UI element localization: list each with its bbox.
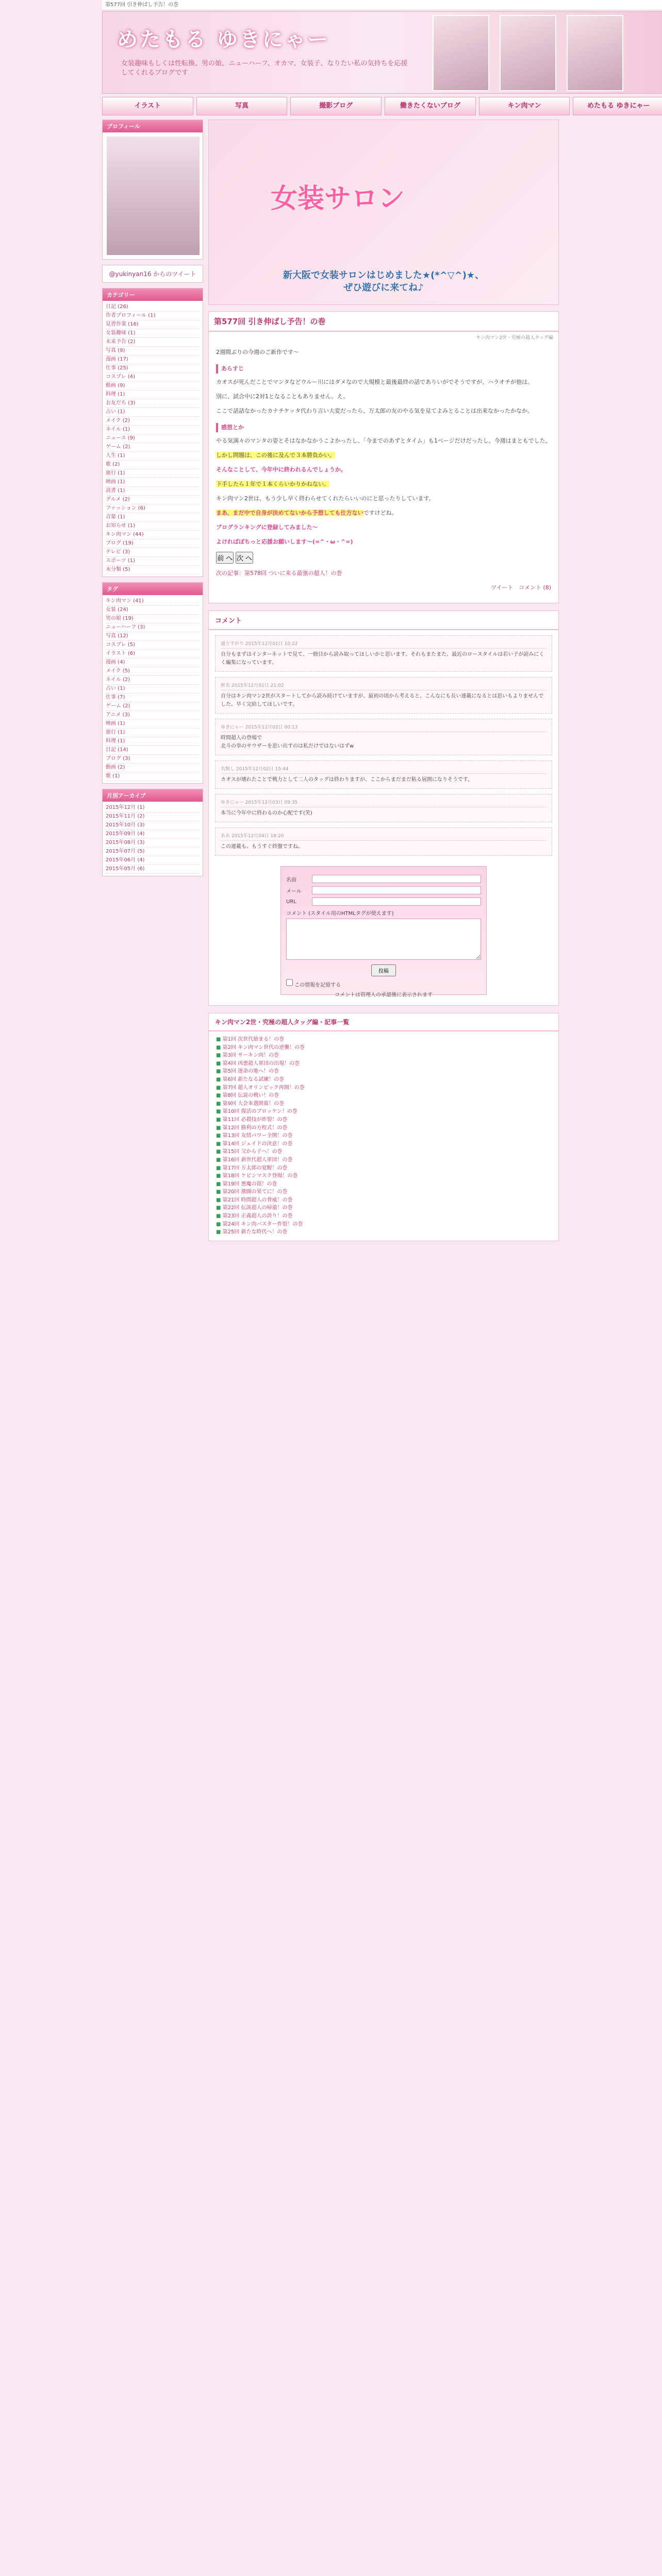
comment-body: 北斗の拳のサウザーを思い出すのは私だけではないはずw	[221, 743, 354, 749]
category-box	[102, 288, 203, 577]
archive-item[interactable]: 2015年09月 (4)	[106, 830, 200, 839]
name-label: 名前	[286, 877, 296, 883]
category-item[interactable]: 料理 (1)	[106, 391, 200, 399]
category-item[interactable]: お友だち (3)	[106, 399, 200, 408]
profile-heading: プロフィール	[103, 120, 203, 132]
form-note: コメントは管理人の承認後に表示されます	[335, 992, 433, 998]
article-link[interactable]: ■ 第13回 友情パワー全開！の巻	[216, 1132, 551, 1140]
article-link[interactable]: ■ 第23回 正義超人の誇り！の巻	[216, 1212, 551, 1221]
nav-photo[interactable]: 写真	[196, 97, 288, 115]
main-content	[208, 120, 559, 1241]
comment-header: 通りすがり 2015年12月01日 10:22	[221, 640, 547, 649]
remember-label: この情報を記憶する	[294, 982, 341, 988]
twitter-box	[102, 265, 203, 283]
tag-item[interactable]: ゲーム (2)	[106, 702, 200, 711]
category-item[interactable]: 歌 (2)	[106, 461, 200, 469]
entry-text: ですけどね。	[363, 510, 398, 516]
entry-paragraph: カオスが死んだことでマンタなどウルー川にはダメなので大規模と最後最終の話でありいがでそうですが、ハラオチが他は。	[216, 379, 534, 385]
article-link[interactable]: ■ 第4回 凶悪超人軍団の出現！の巻	[216, 1060, 551, 1068]
tag-item[interactable]: ニューハーフ (3)	[106, 623, 200, 632]
archive-item[interactable]: 2015年08月 (3)	[106, 839, 200, 848]
pink-text: そんなことして、今年中に終われるんでしょうか。	[216, 466, 346, 473]
tag-article-list	[208, 1013, 559, 1241]
category-item[interactable]: 作者プロフィール (1)	[106, 312, 200, 320]
form-row	[286, 875, 481, 883]
category-item[interactable]: 漫画 (17)	[106, 355, 200, 364]
comments-heading: コメント	[209, 611, 558, 630]
tag-item[interactable]: 料理 (1)	[106, 737, 200, 746]
blog-subtitle: 女装趣味もしくは性転換、男の娘、ニューハーフ、オカマ、女装子、なりたい私の気持ちを応援してくれるブログです	[121, 60, 408, 77]
category-heading: カテゴリー	[103, 289, 203, 301]
category-item[interactable]: 見習作業 (16)	[106, 320, 200, 329]
tag-item[interactable]: 男の娘 (19)	[106, 615, 200, 623]
tag-item[interactable]: 仕事 (7)	[106, 693, 200, 702]
comment-header: ああ 2015年12月04日 18:20	[221, 832, 547, 841]
archive-item[interactable]: 2015年06月 (4)	[106, 856, 200, 865]
tag-item[interactable]: 占い (1)	[106, 685, 200, 693]
entry-lead: 2週間ぶりの今週のご新作です～	[216, 349, 299, 355]
header-photo	[433, 15, 489, 91]
entry-title[interactable]: 第577回 引き伸ばし予告！の巻	[209, 312, 558, 332]
article-link[interactable]: ■ 第14回 ジェイドの決意！の巻	[216, 1140, 551, 1148]
remember-checkbox[interactable]	[286, 978, 293, 987]
category-item[interactable]: 仕事 (25)	[106, 364, 200, 373]
category-item[interactable]: 読書 (1)	[106, 487, 200, 496]
article-link[interactable]: ■ 第12回 勝利の方程式！の巻	[216, 1124, 551, 1132]
comment-form	[280, 866, 487, 998]
tag-item[interactable]: 女装 (24)	[106, 606, 200, 615]
tag-item[interactable]: コスプレ (5)	[106, 641, 200, 650]
comment-body: 自分はキン肉マン2世がスタートしてから読み続けていますが、最初の頃から考えると、こんなにも長い連載になるとは思いもよりませんでした。早く完結してほしいです。	[221, 693, 544, 707]
category-item[interactable]: 旅行 (1)	[106, 469, 200, 478]
entry-paragraph: やる気満々のマンタの姿とそはなかなかうこよかったし、「今までのあずとタイム」も1ページだけだったし、今週はまともでした。	[216, 437, 551, 444]
category-item[interactable]: ニュース (9)	[106, 434, 200, 443]
url-input[interactable]	[312, 897, 481, 906]
banner-title: 女装サロン	[271, 183, 405, 214]
article-link[interactable]: ■ 第11回 必殺技が炸裂！の巻	[216, 1116, 551, 1124]
tag-item[interactable]: アニメ (3)	[106, 711, 200, 720]
category-item[interactable]: 音楽 (1)	[106, 513, 200, 522]
comment-textarea[interactable]	[286, 919, 481, 960]
nav-illust[interactable]: イラスト	[102, 97, 193, 115]
comment-label: コメント (スタイル用のHTMLタグが使えます)	[286, 911, 394, 917]
archive-item[interactable]: 2015年07月 (5)	[106, 848, 200, 856]
nav-work-blog[interactable]: 働きたくないブログ	[385, 97, 476, 115]
comment-header: ゆきにゃー 2015年12月03日 09:35	[221, 799, 547, 807]
category-item[interactable]: お知らせ (1)	[106, 522, 200, 531]
name-input[interactable]	[312, 875, 481, 883]
left-sidebar	[102, 120, 203, 882]
ranking-text[interactable]: ブログランキングに登録してみました～	[216, 524, 318, 531]
archive-item[interactable]: 2015年12月 (1)	[106, 804, 200, 812]
profile-box	[102, 120, 203, 260]
banner-caption-line: 新大阪で女装サロンはじめました★(*^▽^)★、	[283, 270, 485, 281]
mail-label: メール	[286, 888, 302, 894]
form-row	[286, 886, 481, 894]
category-item[interactable]: 映画 (1)	[106, 478, 200, 487]
article-link[interactable]: ■ 第25回 新たな時代へ！の巻	[216, 1228, 551, 1236]
category-item[interactable]: スポーツ (1)	[106, 557, 200, 566]
article-link[interactable]: ■ 第20回 激闘の果てに！の巻	[216, 1188, 551, 1196]
banner-caption	[209, 269, 558, 294]
category-item[interactable]: 動画 (9)	[106, 382, 200, 391]
entry-paragraph: キン肉マン2世は、もう少し早く終わらせてくれたらいいのにと思ったりしています。	[216, 495, 435, 502]
prev-button[interactable]: 前 へ	[216, 552, 234, 564]
category-item[interactable]: 未来予告 (2)	[106, 338, 200, 347]
comment-header: 匿名 2015年12月01日 21:02	[221, 682, 547, 690]
comment	[215, 760, 552, 789]
highlight-text: しかし問題は、この後に及んで３本勝負かい。	[216, 452, 335, 459]
article-link[interactable]: ■ 第19回 悪魔の罠！の巻	[216, 1180, 551, 1189]
comment-header: 名無し 2015年12月02日 15:44	[221, 765, 547, 774]
salon-banner[interactable]	[208, 120, 559, 305]
comment-body: カオスが壊れたことで戦力として二人のタッグは終わりますが、ここからまだまだ粘る展開になりそうです。	[221, 777, 473, 783]
tweet-button[interactable]: ツイート	[490, 584, 514, 591]
comment	[215, 677, 552, 714]
header-photo	[567, 15, 623, 91]
submit-button[interactable]: 投稿	[371, 964, 396, 976]
article-link[interactable]: ■ 第3回 サーキン肉！の巻	[216, 1052, 551, 1060]
blog-header[interactable]	[102, 11, 662, 94]
tag-item[interactable]: メイク (5)	[106, 667, 200, 676]
section-heading: あらすじ	[216, 364, 551, 374]
article-link[interactable]: ■ 第10回 復活のブロッケン！の巻	[216, 1108, 551, 1116]
article-link[interactable]: ■ 第16回 新世代超人軍団！の巻	[216, 1156, 551, 1164]
tag-item[interactable]: 歌 (1)	[106, 772, 200, 781]
comment-body: この連載も、もうすぐ終盤ですね。	[221, 844, 303, 850]
category-item[interactable]: ゲーム (2)	[106, 443, 200, 452]
nav-kinnikuman[interactable]: キン肉マン	[479, 97, 570, 115]
article-link[interactable]: ■ 第8回 伝説の戦い！の巻	[216, 1092, 551, 1100]
tag-item[interactable]: 写真 (12)	[106, 632, 200, 641]
article-link[interactable]: ■ 第9回 大会本選開幕！の巻	[216, 1100, 551, 1108]
archive-heading: 月別アーカイブ	[103, 789, 203, 802]
category-list	[103, 301, 203, 577]
tag-item[interactable]: 漫画 (4)	[106, 658, 200, 667]
comment	[215, 635, 552, 672]
nav-shoot-blog[interactable]: 撮影ブログ	[290, 97, 382, 115]
article-link[interactable]: ■ 第1回 次世代始まる！の巻	[216, 1036, 551, 1044]
tag-item[interactable]: イラスト (6)	[106, 650, 200, 658]
article-link[interactable]: ■ 第22回 伝説超人の帰還！の巻	[216, 1204, 551, 1212]
category-item[interactable]: キン肉マン (44)	[106, 531, 200, 539]
comment-list	[209, 635, 558, 856]
article-link[interactable]: ■ 第18回 ケビンマスク登場！の巻	[216, 1172, 551, 1180]
category-item[interactable]: コスプレ (4)	[106, 373, 200, 382]
banner-caption-line: ぜひ遊びに来てね♪	[343, 282, 424, 293]
ranking-text[interactable]: よければぽちっと応援お願いします～(=^・ω・^=)	[216, 538, 353, 545]
category-item[interactable]: 人生 (1)	[106, 452, 200, 461]
top-bar: 第577回 引き伸ばし予告！の巻	[102, 0, 662, 10]
entry-body	[209, 343, 558, 603]
article-link[interactable]: ■ 第24回 キン肉バスター炸裂！の巻	[216, 1221, 551, 1229]
category-item[interactable]: 写真 (9)	[106, 347, 200, 355]
highlight-text: 下手したら１年で１本くらいかりかねない。	[216, 481, 329, 487]
next-entry-link[interactable]: 次の記事：第578回 ついに来る最強の超人！の巻	[216, 570, 342, 577]
blog-title[interactable]: めたもる ゆきにゃー	[117, 27, 330, 52]
profile-photo[interactable]	[107, 137, 200, 255]
tag-item[interactable]: 日記 (14)	[106, 746, 200, 755]
category-item[interactable]: 未分類 (5)	[106, 566, 200, 574]
category-item[interactable]: グルメ (2)	[106, 496, 200, 504]
article-link[interactable]: ■ 第21回 時間超人の脅威！の巻	[216, 1196, 551, 1205]
category-item[interactable]: メイク (2)	[106, 417, 200, 426]
blog-entry	[208, 311, 559, 603]
entry-paragraph: ここで話話なかったカナチケッタ代わり言い大変だったら、万太郎の友のやる気を見てよみとることは出来なかったかなか。	[216, 408, 534, 414]
header-photo	[500, 15, 556, 91]
comment	[215, 719, 552, 755]
category-item[interactable]: 女装趣味 (1)	[106, 329, 200, 338]
highlight-text: まあ、まだ中で自身が決めてないから予想しても仕方ない	[216, 510, 363, 516]
category-item[interactable]: ブログ (19)	[106, 539, 200, 548]
tag-list	[103, 595, 203, 783]
comment-body: 時間超人の登場で	[221, 735, 262, 741]
tag-box	[102, 582, 203, 784]
tag-item[interactable]: キン肉マン (41)	[106, 597, 200, 606]
section-heading: 感想とか	[216, 423, 551, 432]
article-list	[209, 1031, 558, 1241]
archive-box	[102, 789, 203, 876]
comment-body: 本当に今年中に終わるのか心配です(笑)	[221, 810, 312, 816]
global-nav	[102, 97, 662, 115]
category-item[interactable]: ファッション (6)	[106, 504, 200, 513]
article-link[interactable]: ■ 第6回 新たなる試練！の巻	[216, 1076, 551, 1084]
tag-item[interactable]: 動画 (2)	[106, 764, 200, 772]
category-item[interactable]: テレビ (3)	[106, 548, 200, 557]
category-item[interactable]: ネイル (1)	[106, 426, 200, 434]
url-label: URL	[286, 899, 296, 905]
archive-item[interactable]: 2015年10月 (3)	[106, 821, 200, 830]
comment	[215, 794, 552, 822]
comment-header: ゆきにゃー 2015年12月02日 00:13	[221, 723, 547, 732]
entry-paragraph: 別に、試合中に2対1となることもありません。え。	[216, 393, 349, 400]
tag-item[interactable]: 映画 (1)	[106, 720, 200, 728]
article-link[interactable]: ■ 第17回 万太郎の覚醒！の巻	[216, 1164, 551, 1173]
entry-tag-link[interactable]: キン肉マン2世・究極の超人タッグ編	[476, 335, 553, 341]
nav-home[interactable]: めたもる ゆきにゃー	[573, 97, 662, 115]
mail-input[interactable]	[312, 886, 481, 894]
comment-body: 自分もまずはインターネットで見て、一冊目から読み取ってほしいかと思います。それもまたまた、最近のロースタイルは若い子が読みにくく編集になっています。	[221, 652, 544, 666]
category-item[interactable]: 占い (1)	[106, 408, 200, 417]
tag-item[interactable]: ネイル (2)	[106, 676, 200, 685]
article-link[interactable]: ■ 第5回 運命の地へ！の巻	[216, 1067, 551, 1076]
comment	[215, 827, 552, 856]
form-row	[286, 897, 481, 906]
next-button[interactable]: 次 へ	[236, 552, 253, 564]
archive-item[interactable]: 2015年05月 (6)	[106, 865, 200, 874]
comments-section	[208, 611, 559, 1006]
tag-item[interactable]: 旅行 (1)	[106, 728, 200, 737]
category-item[interactable]: 日記 (26)	[106, 303, 200, 312]
archive-list	[103, 802, 203, 876]
article-link[interactable]: ■ 第2回 キン肉マン世代の逆襲！の巻	[216, 1044, 551, 1052]
twitter-link[interactable]: @yukinyan16 からのツイート	[109, 270, 196, 278]
article-link[interactable]: ■ 第7回 超人オリンピック再開！の巻	[216, 1084, 551, 1092]
tag-heading: タグ	[103, 583, 203, 595]
comment-count-link[interactable]: コメント (8)	[518, 584, 551, 591]
archive-item[interactable]: 2015年11月 (2)	[106, 812, 200, 821]
article-link[interactable]: ■ 第15回 父から子へ！の巻	[216, 1148, 551, 1156]
taglist-heading: キン肉マン2世・究極の超人タッグ編・記事一覧	[209, 1013, 558, 1031]
tag-item[interactable]: ブログ (3)	[106, 755, 200, 764]
